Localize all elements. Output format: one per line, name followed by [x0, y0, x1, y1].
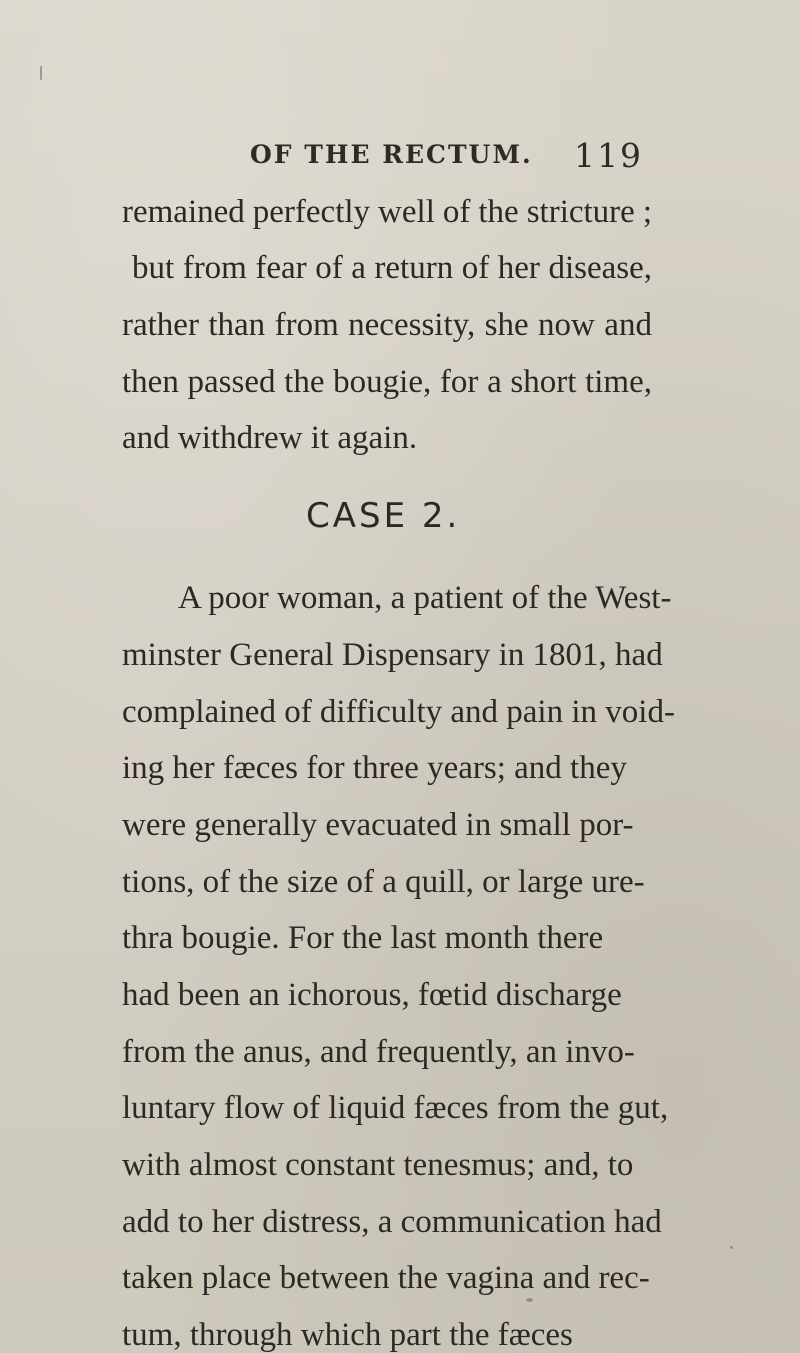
paper-speck	[40, 66, 42, 80]
text-line: and withdrew it again.	[122, 420, 418, 456]
text-line: were generally evacuated in small por-	[122, 807, 634, 843]
paper-speck	[526, 1298, 533, 1302]
text-line: tum, through which part the fæces	[122, 1317, 573, 1353]
text-line: ing her fæces for three years; and they	[122, 750, 627, 786]
text-line: tions, of the size of a quill, or large ure-	[122, 864, 645, 900]
running-head	[0, 136, 800, 190]
text-line: A poor woman, a patient of the West-	[178, 580, 672, 616]
paper-speck	[730, 1246, 733, 1249]
page-number: 119	[574, 136, 643, 175]
text-line: had been an ichorous, fœtid discharge	[122, 977, 622, 1013]
text-line: with almost constant tenesmus; and, to	[122, 1147, 634, 1183]
text-line: minster General Dispensary in 1801, had	[122, 637, 663, 673]
text-line: add to her distress, a communication had	[122, 1204, 662, 1240]
text-line: remained perfectly well of the stricture ;	[122, 194, 652, 230]
text-line: taken place between the vagina and rec-	[122, 1260, 650, 1296]
text-line: thra bougie. For the last month there	[122, 920, 604, 956]
text-line: but from fear of a return of her disease,	[132, 250, 652, 286]
running-title: OF THE RECTUM.	[250, 140, 533, 169]
text-line: complained of difficulty and pain in void-	[122, 694, 675, 730]
text-line: rather than from necessity, she now and	[122, 307, 652, 343]
text-line: then passed the bougie, for a short time,	[122, 364, 652, 400]
text-line: luntary flow of liquid fæces from the gut,	[122, 1090, 669, 1126]
case-heading: CASE 2.	[306, 496, 461, 536]
text-line: from the anus, and frequently, an invo-	[122, 1034, 635, 1070]
